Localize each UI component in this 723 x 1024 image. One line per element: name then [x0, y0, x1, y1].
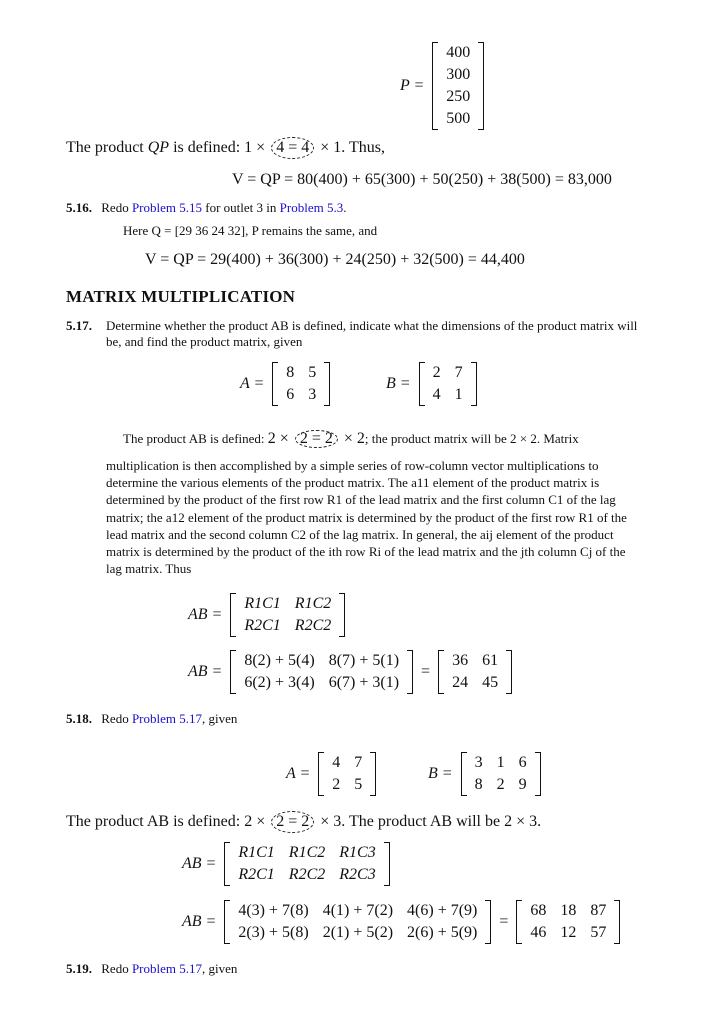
ab-label: AB =	[188, 606, 223, 623]
paragraph-line: lag matrix. Thus	[106, 561, 192, 577]
matrix-cell: 7	[354, 754, 363, 771]
matrix-cell: 6(2) + 3(4)	[244, 674, 315, 691]
matrix-cell: 36	[452, 652, 469, 669]
ab-defined-line-518	[66, 811, 541, 833]
matrix-cell: 2	[496, 776, 505, 793]
ab-defined-a: 2 ×	[267, 430, 293, 447]
paragraph-line: matrix; the a12 element of the product matrix is determined by the product of the first row R1 of the	[106, 509, 627, 525]
matrix-A	[318, 752, 376, 796]
matrix-cell: 2	[432, 364, 441, 381]
problem-text-mid: for outlet 3 in	[202, 200, 280, 215]
section-heading: MATRIX MULTIPLICATION	[66, 287, 296, 306]
ab-label: AB =	[188, 663, 223, 680]
problem-5-17-link[interactable]: Problem 5.17	[131, 711, 203, 726]
matrix-cell: 68	[530, 902, 547, 919]
equation-v-83000: V = QP = 80(400) + 65(300) + 50(250) + 38(500) = 83,000	[232, 171, 612, 188]
matrix-cell: 6	[286, 386, 295, 403]
matrix-cell: 5	[354, 776, 363, 793]
ab-label: AB =	[182, 855, 217, 872]
matrix-cell: R2C2	[288, 866, 326, 883]
matrix-P-cell: 500	[446, 110, 471, 127]
qp-defined-expr: QP	[147, 139, 170, 156]
matrix-cell: 18	[560, 902, 577, 919]
problem-5-19	[66, 961, 237, 977]
ab-defined-prefix: The product AB is defined: 2 ×	[66, 813, 270, 830]
problem-text-before: Redo	[101, 711, 132, 726]
matrix-cell: 6	[518, 754, 527, 771]
matrix-cell: 2(6) + 5(9)	[407, 924, 478, 941]
matrix-cell: 1	[454, 386, 463, 403]
ab-result-matrix	[438, 650, 512, 694]
matrix-cell: 5	[308, 364, 317, 381]
paragraph-line: lead matrix and the second column C2 of the lag matrix. In general, the aij element of the product	[106, 526, 614, 542]
ab-expanded-matrix	[224, 900, 491, 944]
matrix-cell: R1C2	[288, 844, 326, 861]
problem-5-16-here: Here Q = [29 36 24 32], P remains the same, and	[123, 223, 378, 238]
ab-defined-b: × 2	[339, 430, 365, 447]
matrix-A	[272, 362, 330, 406]
matrix-cell: 2	[332, 776, 341, 793]
matrix-cell: R1C3	[339, 844, 376, 861]
matrix-B	[461, 752, 541, 796]
matrix-cell: 4(1) + 7(2)	[322, 902, 394, 919]
matrix-cell: 87	[590, 902, 607, 919]
matrix-cell: 4(6) + 7(9)	[407, 902, 478, 919]
ab-expanded-matrix	[230, 650, 413, 694]
paragraph-line: matrix is determined by the product of the ith row Ri of the lead matrix and the jth column Cj of the	[106, 544, 626, 560]
ab-result-matrix	[516, 900, 620, 944]
matrix-A-block	[240, 362, 330, 406]
equals-sign: =	[421, 663, 431, 680]
matrix-cell: 4	[332, 754, 341, 771]
ab-symbolic-block	[188, 593, 345, 637]
ab-defined-suffix: ; the product matrix will be 2 × 2. Matrix	[364, 431, 579, 446]
matrix-cell: R2C2	[294, 617, 332, 634]
problem-5-17-paragraph	[106, 457, 666, 577]
matrix-cell: 2(1) + 5(2)	[322, 924, 394, 941]
ab-defined-prefix: The product AB is defined:	[123, 431, 268, 446]
ab-symbolic-matrix	[230, 593, 345, 637]
matrix-cell: 3	[308, 386, 317, 403]
matrix-cell: 8	[474, 776, 483, 793]
ab-symbolic-block-518	[182, 842, 390, 886]
matrix-B-block	[386, 362, 477, 406]
matrix-P-block	[400, 42, 484, 130]
ab-computed-block	[188, 650, 512, 694]
problem-5-17	[66, 318, 656, 350]
matrix-cell: 12	[560, 924, 577, 941]
matrix-cell: R2C3	[339, 866, 376, 883]
matrix-cell: 3	[474, 754, 483, 771]
matrix-A-label: A =	[240, 375, 265, 392]
matrix-cell: 46	[530, 924, 547, 941]
equals-sign: =	[499, 913, 509, 930]
problem-5-15-link[interactable]: Problem 5.15	[131, 200, 203, 215]
ab-defined-circled: 2 = 2	[295, 430, 338, 448]
matrix-cell: 8	[286, 364, 295, 381]
problem-5-18	[66, 711, 237, 727]
matrix-cell: 8(2) + 5(4)	[244, 652, 315, 669]
problem-5-17-link[interactable]: Problem 5.17	[131, 961, 203, 976]
matrix-cell: R1C1	[238, 844, 275, 861]
matrix-B-block	[428, 752, 541, 796]
matrix-A-block	[286, 752, 376, 796]
matrix-cell: 24	[452, 674, 469, 691]
problem-number: 5.16.	[66, 200, 92, 215]
matrix-cell: 2(3) + 5(8)	[238, 924, 309, 941]
matrix-cell: 7	[454, 364, 463, 381]
problem-5-3-link[interactable]: Problem 5.3	[279, 200, 344, 215]
matrix-P-cell: 400	[446, 44, 471, 61]
paragraph-line: determined by the product of the first row R1 of the lead matrix and the first column C1 of the lag	[106, 492, 616, 508]
qp-defined-suffix: × 1. Thus,	[316, 139, 385, 156]
problem-text-before: Redo	[101, 961, 132, 976]
problem-text-before: Redo	[101, 200, 132, 215]
matrix-cell: R2C1	[244, 617, 281, 634]
matrix-P-cell: 250	[446, 88, 471, 105]
ab-symbolic-matrix	[224, 842, 389, 886]
matrix-B-label: B =	[428, 765, 453, 782]
ab-computed-block-518	[182, 900, 620, 944]
matrix-cell: 6(7) + 3(1)	[328, 674, 400, 691]
qp-defined-middle: is defined: 1 ×	[169, 139, 270, 156]
ab-label: AB =	[182, 913, 217, 930]
problem-text-after: , given	[202, 961, 238, 976]
matrix-cell: R1C2	[294, 595, 332, 612]
matrix-cell: 1	[496, 754, 505, 771]
equation-v-44400: V = QP = 29(400) + 36(300) + 24(250) + 32(500) = 44,400	[145, 251, 525, 268]
matrix-cell: R1C1	[244, 595, 281, 612]
matrix-cell: 4	[432, 386, 441, 403]
matrix-P	[432, 42, 484, 130]
qp-defined-line	[66, 137, 385, 159]
problem-text-after: , given	[202, 711, 238, 726]
problem-5-16	[66, 200, 346, 216]
matrix-B-label: B =	[386, 375, 411, 392]
paragraph-line: determine the various elements of the product matrix. The a11 element of the product matrix is	[106, 475, 600, 491]
matrix-cell: R2C1	[238, 866, 275, 883]
paragraph-line: multiplication is then accomplished by a simple series of row-column vector multiplications to	[106, 458, 599, 473]
ab-defined-suffix: × 3. The product AB will be 2 × 3.	[316, 813, 542, 830]
matrix-P-label: P =	[400, 77, 425, 94]
matrix-cell: 61	[482, 652, 499, 669]
matrix-cell: 45	[482, 674, 499, 691]
problem-number: 5.19.	[66, 961, 92, 976]
matrix-cell: 4(3) + 7(8)	[238, 902, 309, 919]
matrix-cell: 8(7) + 5(1)	[328, 652, 400, 669]
ab-defined-line	[123, 430, 579, 448]
matrix-cell: 57	[590, 924, 607, 941]
problem-number: 5.17.	[66, 318, 92, 333]
qp-defined-prefix: The product	[66, 139, 148, 156]
problem-number: 5.18.	[66, 711, 92, 726]
matrix-P-cell: 300	[446, 66, 471, 83]
matrix-cell: 9	[518, 776, 527, 793]
ab-defined-circled: 2 = 2	[271, 811, 314, 833]
qp-defined-circled: 4 = 4	[271, 137, 314, 159]
problem-text-after: .	[343, 200, 347, 215]
matrix-B	[419, 362, 477, 406]
matrix-A-label: A =	[286, 765, 311, 782]
problem-text: Determine whether the product AB is defined, indicate what the dimensions of the product matrix will be, and find the product matrix, given	[106, 318, 638, 349]
